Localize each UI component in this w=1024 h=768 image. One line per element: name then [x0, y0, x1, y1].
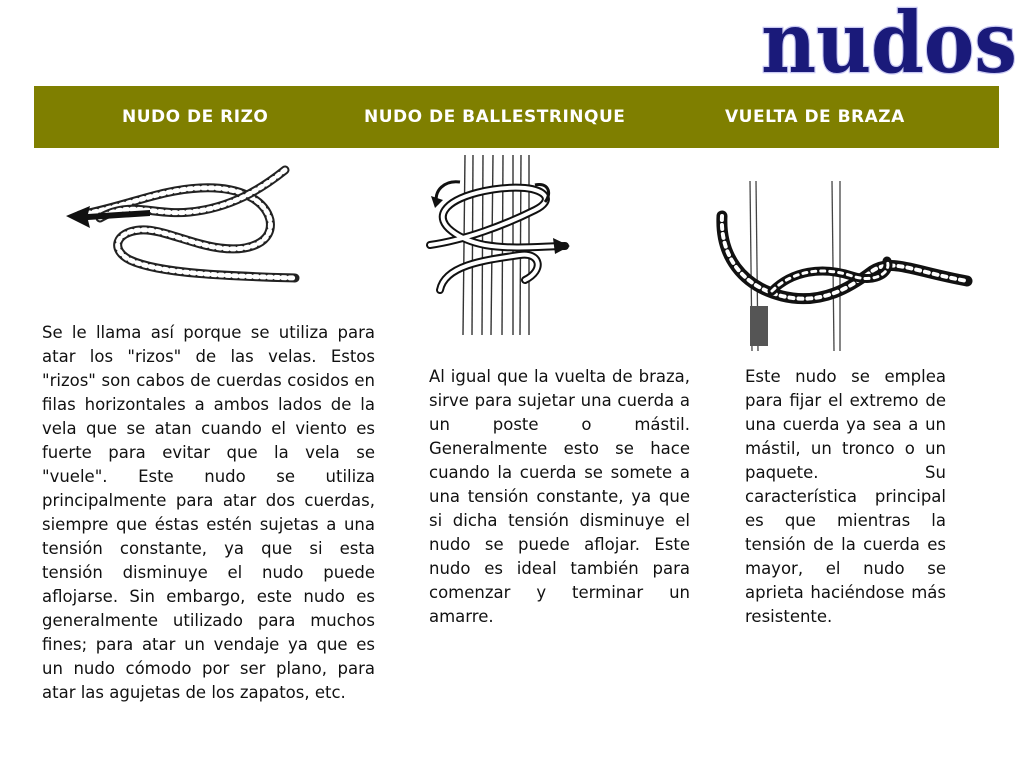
page-title — [758, 0, 1020, 86]
page-title-text: nudos — [761, 0, 1017, 86]
header-bar — [34, 86, 999, 148]
timber-hitch-description: Este nudo se emplea para fijar el extremo de una cuerda ya sea a un mástil, un tronco o un paquete. Su característica principal es que mientras la tensión de la cuerda es mayor, el nudo se aprieta haciéndose más resistente. — [745, 367, 946, 626]
tab-nudo-de-rizo[interactable]: NUDO DE RIZO — [122, 107, 269, 127]
reef-knot-illustration — [60, 160, 310, 290]
clove-hitch-illustration — [425, 150, 575, 340]
timber-hitch-illustration — [712, 176, 974, 354]
reef-knot-description: Se le llama así porque se utiliza para atar los "rizos" de las velas. Estos "rizos" son cabos de cuerdas cosidos en filas horizontales a ambos lados de la vela que se atan cuando el viento es fuerte para evitar que la vela se "vuele". Este nudo se utiliza principalmente para atar dos cuerdas, siempre que éstas estén sujetas a una tensión constante, ya que si esta tensión disminuye el nudo puede aflojarse. Sin embargo, este nudo es generalmente utilizado para muchos fines; para atar un vendaje ya que es un nudo cómodo por ser plano, para atar las agujetas de los zapatos, etc. — [42, 323, 375, 702]
tab-vuelta-de-braza[interactable]: VUELTA DE BRAZA — [725, 107, 905, 127]
tab-nudo-de-ballestrinque[interactable]: NUDO DE BALLESTRINQUE — [364, 107, 626, 127]
clove-hitch-description: Al igual que la vuelta de braza, sirve para sujetar una cuerda a un poste o mástil. Generalmente esto se hace cuando la cuerda se somete a una tensión constante, ya que si dicha tensión disminuye el nudo se puede aflojar. Este nudo es ideal también para comenzar y terminar un amarre. — [429, 367, 690, 626]
